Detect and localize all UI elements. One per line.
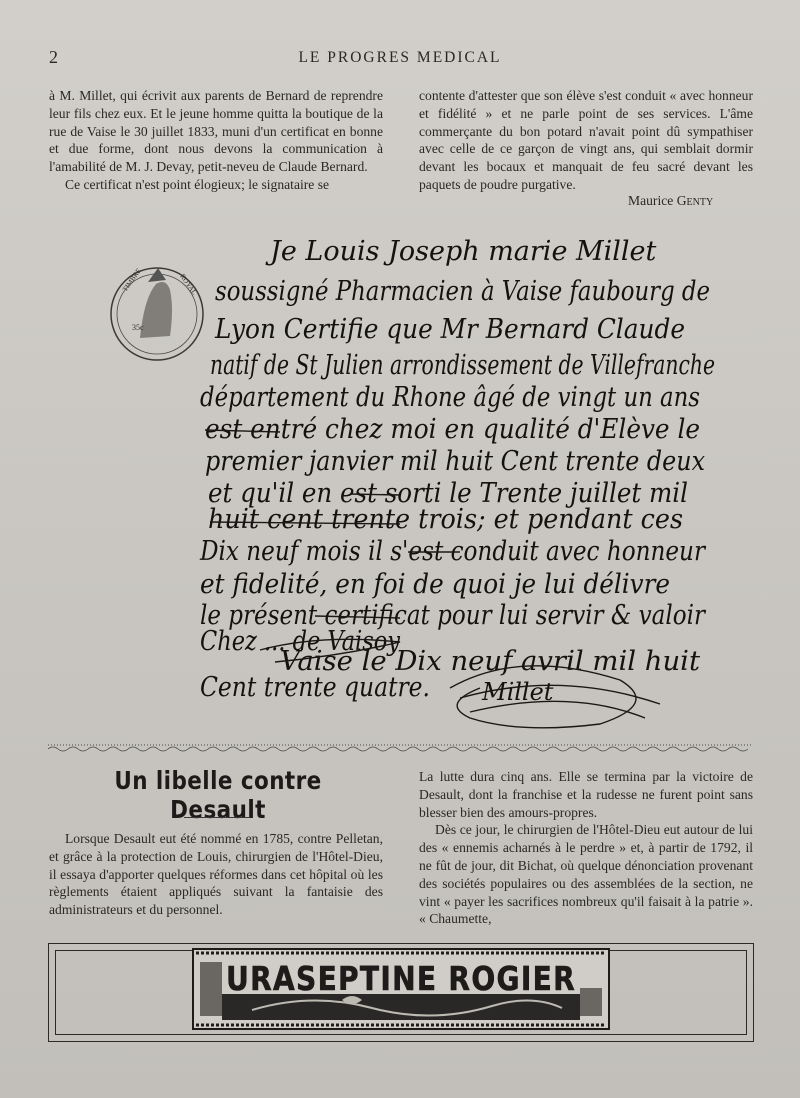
ad-mortar-icon (200, 962, 222, 1016)
manuscript-line: Dix neuf mois il s'est conduit avec honneur (199, 536, 707, 567)
manuscript-line: département du Rhone âgé de vingt un ans (200, 382, 700, 413)
manuscript-line: Chez ... de Vaisoy (200, 626, 401, 657)
paragraph: Dès ce jour, le chirurgien de l'Hôtel-Dieu eut autour de lui des « ennemis acharnés à le perdre » et, à partir de 1792, il ne fût de jour, dit Bichat, où quelque dénonciation provenant des sociétés populaires ou des assemblées de la section, ne vint « payer les sacrifices nombreux qu'il faisait à la patrie ». « Chaumette, (419, 822, 753, 927)
advertisement-banner (192, 948, 610, 1030)
ad-brand: URASEPTINE ROGIER (226, 959, 576, 998)
manuscript-line: huit cent trente trois; et pendant ces (208, 504, 683, 535)
author-last-name: Genty (676, 193, 714, 208)
article2-title: Un libelle contre Desault (114, 766, 322, 824)
article1-left-column (49, 87, 383, 194)
manuscript-line: natif de St Julien arrondissement de Villefranche (210, 350, 715, 381)
manuscript-line: Je Louis Joseph marie Millet (270, 236, 657, 267)
ornamental-divider (48, 742, 753, 752)
manuscript-line: Cent trente quatre. (200, 672, 430, 703)
stamp-value: 35c (132, 323, 144, 332)
paragraph: à M. Millet, qui écrivit aux parents de Bernard de reprendre leur fils chez eux. Et le jeune homme quitta la boutique de la rue de Vaise le 30 juillet 1833, muni d'un certificat en bonne et due forme, dont nous devons la communication à l'amabilité de M. J. Devay, petit-neveu de Claude Bernard. (49, 88, 383, 175)
manuscript-line: le présent certificat pour lui servir & valoir (200, 600, 707, 631)
manuscript-line: Lyon Certifie que Mr Bernard Claude (214, 314, 685, 345)
manuscript-line: Vaise le Dix neuf avril mil huit (280, 646, 701, 677)
royal-stamp (111, 267, 203, 360)
manuscript-line: premier janvier mil huit Cent trente deux (205, 446, 705, 477)
ad-bottle-icon (580, 988, 602, 1016)
manuscript-line: et qu'il en est sorti le Trente juillet mil (208, 478, 688, 509)
manuscript-signature: Millet (482, 678, 554, 706)
manuscript-line: et fidelité, en foi de quoi je lui délivre (200, 569, 670, 600)
paragraph: Lorsque Desault eut été nommé en 1785, contre Pelletan, et grâce à la protection de Louis, chirurgien de l'Hôtel-Dieu, il essaya d'apporter quelques réformes dans cet hôpital où les règlements étaient appliqués suivant la fantaisie des administrateurs et du personnel. (49, 831, 383, 918)
paragraph: Ce certificat n'est point élogieux; le signataire se (65, 176, 330, 192)
running-title: LE PROGRES MEDICAL (298, 49, 502, 66)
manuscript-line: est entré chez moi en qualité d'Elève le (205, 414, 700, 445)
article1-right-column (419, 87, 753, 194)
manuscript-line: soussigné Pharmacien à Vaise faubourg de (215, 276, 710, 307)
author-first-name: Maurice (628, 193, 674, 208)
stamp-text-right: ROYAL (178, 272, 199, 297)
paragraph: contente d'attester que son élève s'est conduit « avec honneur et fidélité » et ne parle point de ses services. L'âme commerçante du bon potard n'avait point dû sympathiser avec celle de ce garçon de vingt ans, qui semblait dormir devant les bocaux et manquait de feu sacré devant les paquets de poudre purgative. (419, 88, 753, 192)
paragraph: La lutte dura cinq ans. Elle se termina par la victoire de Desault, dont la franchise et la rudesse ne furent point sans blesser bien des amours-propres. (419, 769, 753, 820)
article2-left-column (49, 830, 383, 919)
author-signature (628, 193, 713, 209)
article2-right-column (419, 768, 753, 928)
handwritten-certificate (100, 218, 740, 738)
stamp-text-left: TIMBRE (121, 266, 143, 294)
title-rule (184, 817, 250, 818)
page-number: 2 (49, 47, 58, 67)
